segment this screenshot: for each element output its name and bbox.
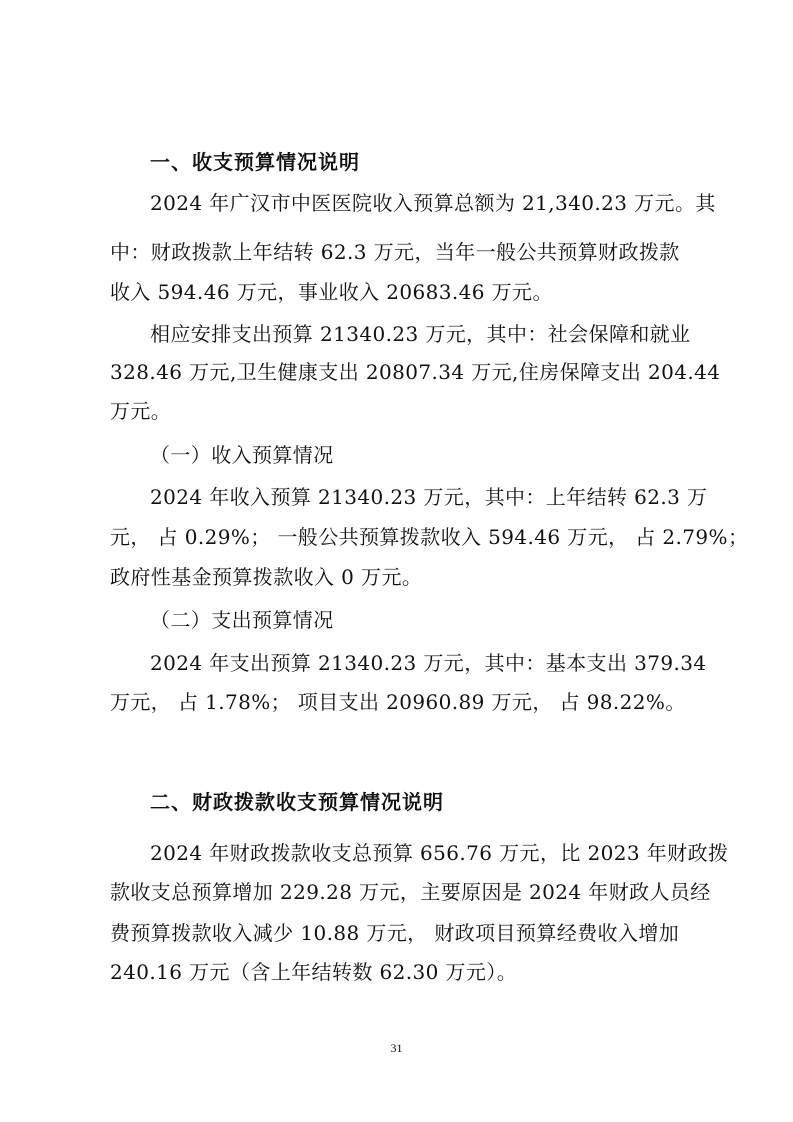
- paragraph-line: 万元。: [110, 399, 172, 423]
- paragraph-line: 2024 年广汉市中医医院收入预算总额为 21,340.23 万元。其: [150, 191, 716, 215]
- paragraph-line: 元， 占 0.29%； 一般公共预算拨款收入 594.46 万元， 占 2.79%；: [110, 525, 749, 549]
- subsection-heading-expenditure: （二）支出预算情况: [150, 608, 334, 632]
- paragraph-line: 240.16 万元（含上年结转数 62.30 万元）。: [110, 960, 518, 984]
- paragraph-line: 万元， 占 1.78%； 项目支出 20960.89 万元， 占 98.22%。: [110, 690, 686, 714]
- paragraph-line: 2024 年收入预算 21340.23 万元，其中：上年结转 62.3 万: [150, 485, 708, 509]
- section-heading-budget-overview: 一、收支预算情况说明: [150, 150, 360, 174]
- subsection-heading-income: （一）收入预算情况: [150, 443, 334, 467]
- paragraph-line: 2024 年财政拨款收支总预算 656.76 万元，比 2023 年财政拨: [150, 841, 729, 865]
- paragraph-line: 中：财政拨款上年结转 62.3 万元，当年一般公共预算财政拨款: [110, 240, 680, 264]
- paragraph-line: 相应安排支出预算 21340.23 万元，其中：社会保障和就业: [150, 322, 691, 346]
- paragraph-line: 2024 年支出预算 21340.23 万元，其中：基本支出 379.34: [150, 651, 707, 675]
- section-heading-fiscal-appropriation: 二、财政拨款收支预算情况说明: [150, 790, 444, 814]
- paragraph-line: 收入 594.46 万元，事业收入 20683.46 万元。: [110, 280, 553, 304]
- paragraph-line: 政府性基金预算拨款收入 0 万元。: [110, 565, 423, 589]
- paragraph-line: 328.46 万元,卫生健康支出 20807.34 万元,住房保障支出 204.44: [110, 360, 721, 384]
- paragraph-line: 款收支总预算增加 229.28 万元，主要原因是 2024 年财政人员经: [110, 880, 711, 904]
- page-number: 31: [390, 1041, 403, 1055]
- paragraph-line: 费预算拨款收入减少 10.88 万元， 财政项目预算经费收入增加: [110, 921, 680, 945]
